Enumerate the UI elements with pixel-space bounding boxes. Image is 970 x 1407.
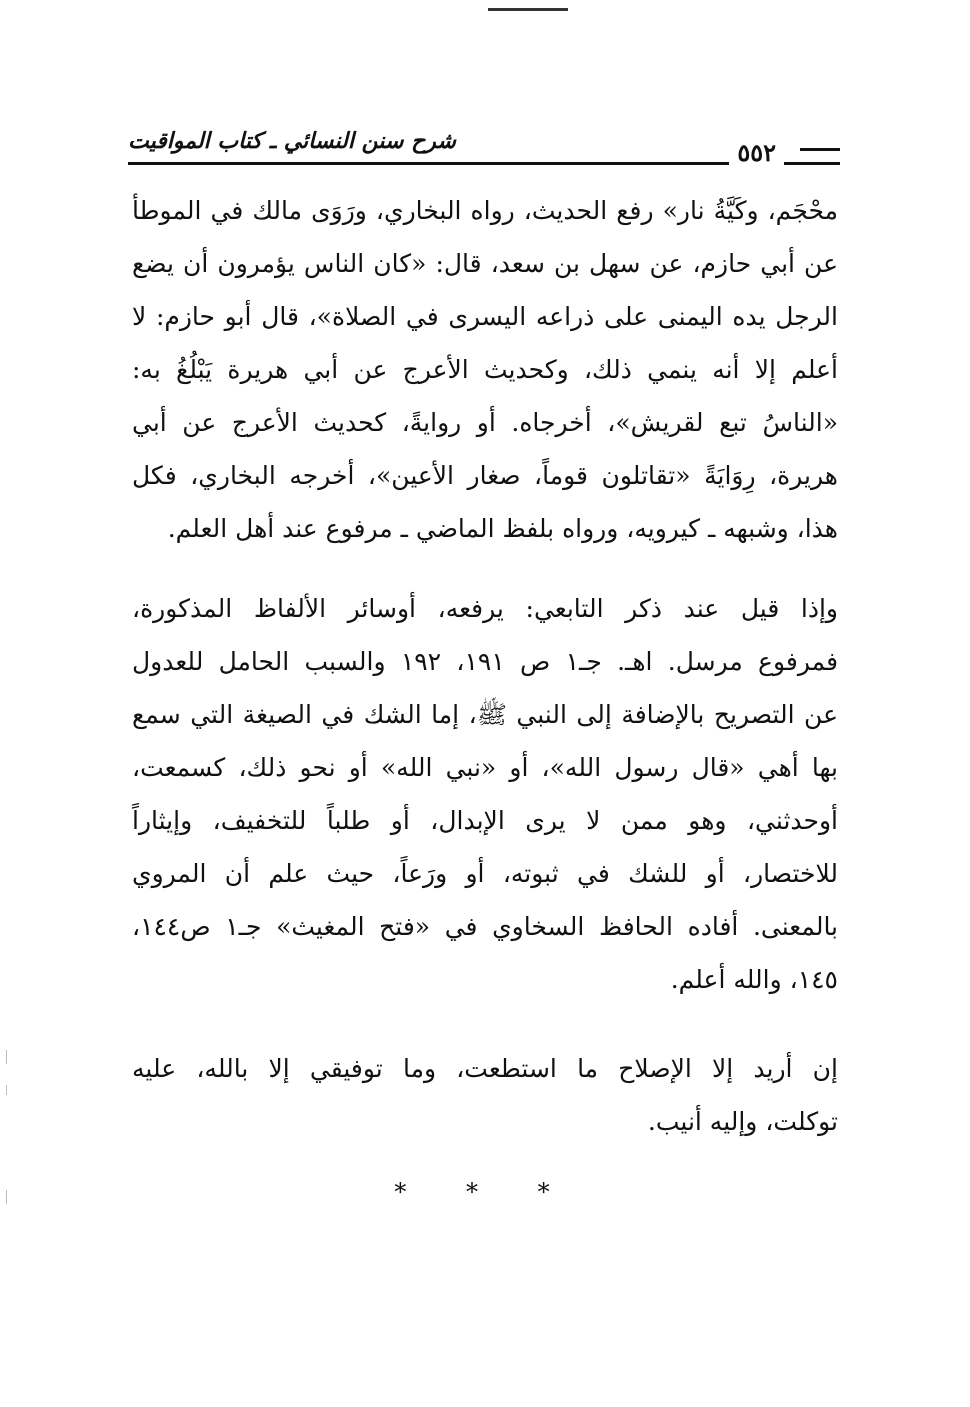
paragraph-1: [132, 184, 838, 555]
text-line: إن أريد إلا الإصلاح ما استطعت، وما توفيقي إلا بالله، عليه: [132, 1054, 838, 1083]
page-number-dash: [800, 148, 840, 151]
paragraph-3: [132, 1042, 838, 1148]
text-line: ١٤٥، والله أعلم.: [670, 965, 838, 994]
text-line: الرجل يده اليمنى على ذراعه اليسرى في الصلاة»، قال أبو حازم: لا: [132, 302, 838, 331]
page-header: [128, 122, 840, 170]
page-number: ٥٥٢: [729, 138, 784, 167]
text-line: هذا، وشبهه ـ كيرويه، ورواه بلفظ الماضي ـ مرفوع عند أهل العلم.: [167, 514, 838, 543]
text-line: بالمعنى. أفاده الحافظ السخاوي في «فتح المغيث» جـ١ ص١٤٤،: [132, 912, 839, 941]
top-edge-rule: [488, 8, 568, 11]
margin-scan-mark: [6, 1050, 7, 1064]
text-line: عن أبي حازم، عن سهل بن سعد، قال: «كان الناس يؤمرون أن يضع: [132, 249, 838, 278]
text-line: وإذا قيل عند ذكر التابعي: يرفعه، أوسائر الألفاظ المذكورة،: [132, 594, 838, 623]
text-line: بها أهي «قال رسول الله»، أو «نبي الله» أو نحو ذلك، كسمعت،: [132, 753, 838, 782]
text-line: عن التصريح بالإضافة إلى النبي ﷺ، إما الشك في الصيغة التي سمع: [132, 700, 838, 729]
text-line: للاختصار، أو للشك في ثبوته، أو ورَعاً، حيث علم أن المروي: [132, 859, 838, 888]
text-line: «الناسُ تبع لقريش»، أخرجاه. أو روايةً، كحديث الأعرج عن أبي: [132, 408, 838, 437]
section-separator: * * *: [394, 1178, 576, 1206]
running-title: شرح سنن النسائي ـ كتاب المواقيت: [128, 128, 466, 154]
text-line: هريرة، رِوَايَةً «تقاتلون قوماً، صغار الأعين»، أخرجه البخاري، فكل: [132, 461, 838, 490]
text-line: فمرفوع مرسل. اهـ. جـ١ ص ١٩١، ١٩٢ والسبب الحامل للعدول: [132, 647, 839, 676]
paragraph-2: [132, 582, 838, 1006]
text-line: أوحدثني، وهو ممن لا يرى الإبدال، أو طلباً للتخفيف، وإيثاراً: [132, 806, 838, 835]
text-line: محْجَم، وكَيَّةُ نار» رفع الحديث، رواه البخاري، ورَوَى مالك في الموطأ: [132, 196, 838, 225]
margin-scan-mark: [6, 1085, 7, 1095]
text-line: أعلم إلا أنه ينمي ذلك، وكحديث الأعرج عن أبي هريرة يَبْلُغُ به:: [132, 355, 838, 384]
text-line: توكلت، وإليه أنيب.: [647, 1107, 838, 1136]
